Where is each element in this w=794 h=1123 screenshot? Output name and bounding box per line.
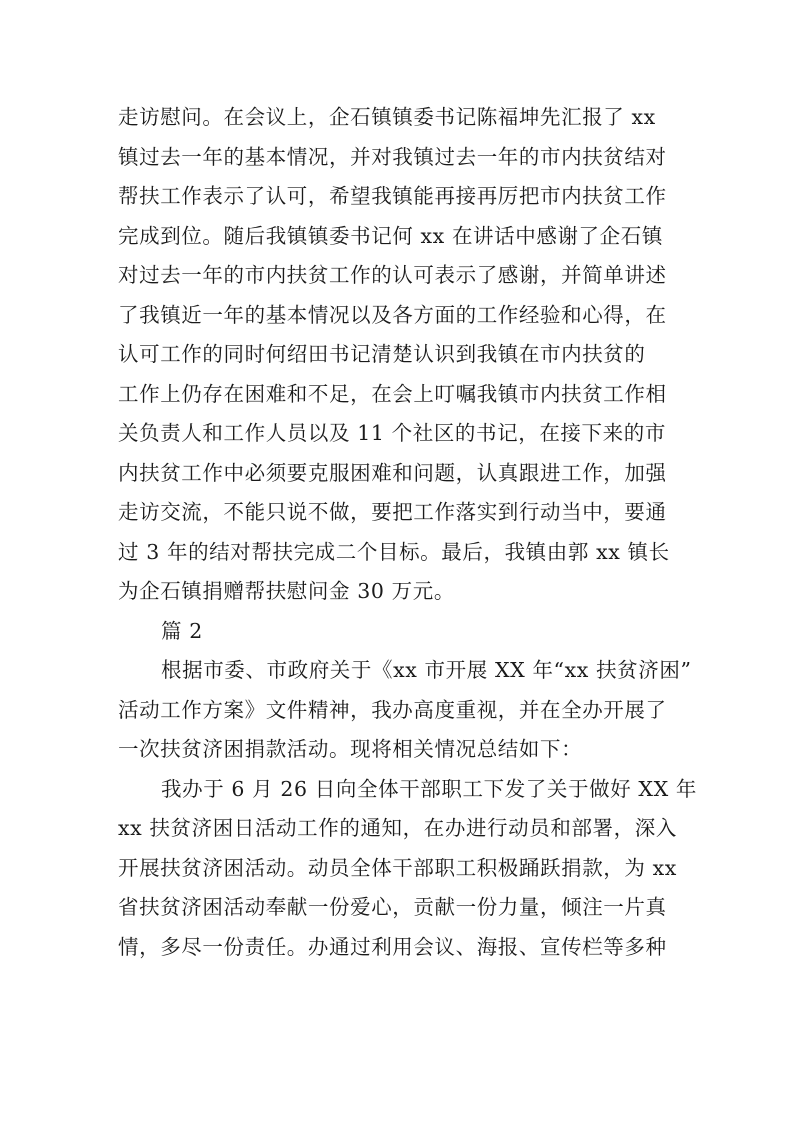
- text-line: 完成到位。随后我镇镇委书记何 xx 在讲话中感谢了企石镇: [118, 223, 663, 248]
- text-line: 根据市委、市政府关于《xx 市开展 XX 年“xx 扶贫济困”: [161, 658, 692, 682]
- text-line: 内扶贫工作中必须要克服困难和问题，认真跟进工作，加强: [118, 460, 667, 485]
- text-line: 过 3 年的结对帮扶完成二个目标。最后，我镇由郭 xx 镇长: [118, 539, 670, 564]
- text-line: 对过去一年的市内扶贫工作的认可表示了感谢，并简单讲述: [118, 263, 667, 287]
- text-line: xx 扶贫济困日活动工作的通知，在办进行动员和部署，深入: [118, 816, 677, 840]
- text-line: 为企石镇捐赠帮扶慰问金 30 万元。: [118, 579, 455, 603]
- text-line: 情，多尽一份责任。办通过利用会议、海报、宣传栏等多种: [118, 934, 667, 959]
- text-line: 工作上仍存在困难和不足，在会上叮嘱我镇市内扶贫工作相: [118, 381, 667, 406]
- text-line: 一次扶贫济困捐款活动。现将相关情况总结如下：: [118, 737, 583, 761]
- text-line: 我办于 6 月 26 日向全体干部职工下发了关于做好 XX 年: [161, 776, 698, 801]
- text-line: 帮扶工作表示了认可，希望我镇能再接再厉把市内扶贫工作: [118, 184, 667, 208]
- text-line: 认可工作的同时何绍田书记清楚认识到我镇在市内扶贫的: [118, 342, 646, 366]
- text-line: 开展扶贫济困活动。动员全体干部职工积极踊跃捐款，为 xx: [118, 855, 677, 880]
- text-line: 镇过去一年的基本情况，并对我镇过去一年的市内扶贫结对: [118, 144, 667, 169]
- text-line: 篇 2: [161, 618, 203, 643]
- text-line: 关负责人和工作人员以及 11 个社区的书记，在接下来的市: [118, 421, 666, 445]
- text-line: 活动工作方案》文件精神，我办高度重视，并在全办开展了: [118, 697, 667, 722]
- text-line: 省扶贫济困活动奉献一份爱心，贡献一份力量，倾注一片真: [118, 895, 667, 919]
- text-line: 走访慰问。在会议上，企石镇镇委书记陈福坤先汇报了 xx: [118, 105, 656, 129]
- document-body: [118, 98, 698, 967]
- text-line: 走访交流，不能只说不做，要把工作落实到行动当中，要通: [118, 500, 667, 524]
- text-line: 了我镇近一年的基本情况以及各方面的工作经验和心得，在: [118, 302, 667, 327]
